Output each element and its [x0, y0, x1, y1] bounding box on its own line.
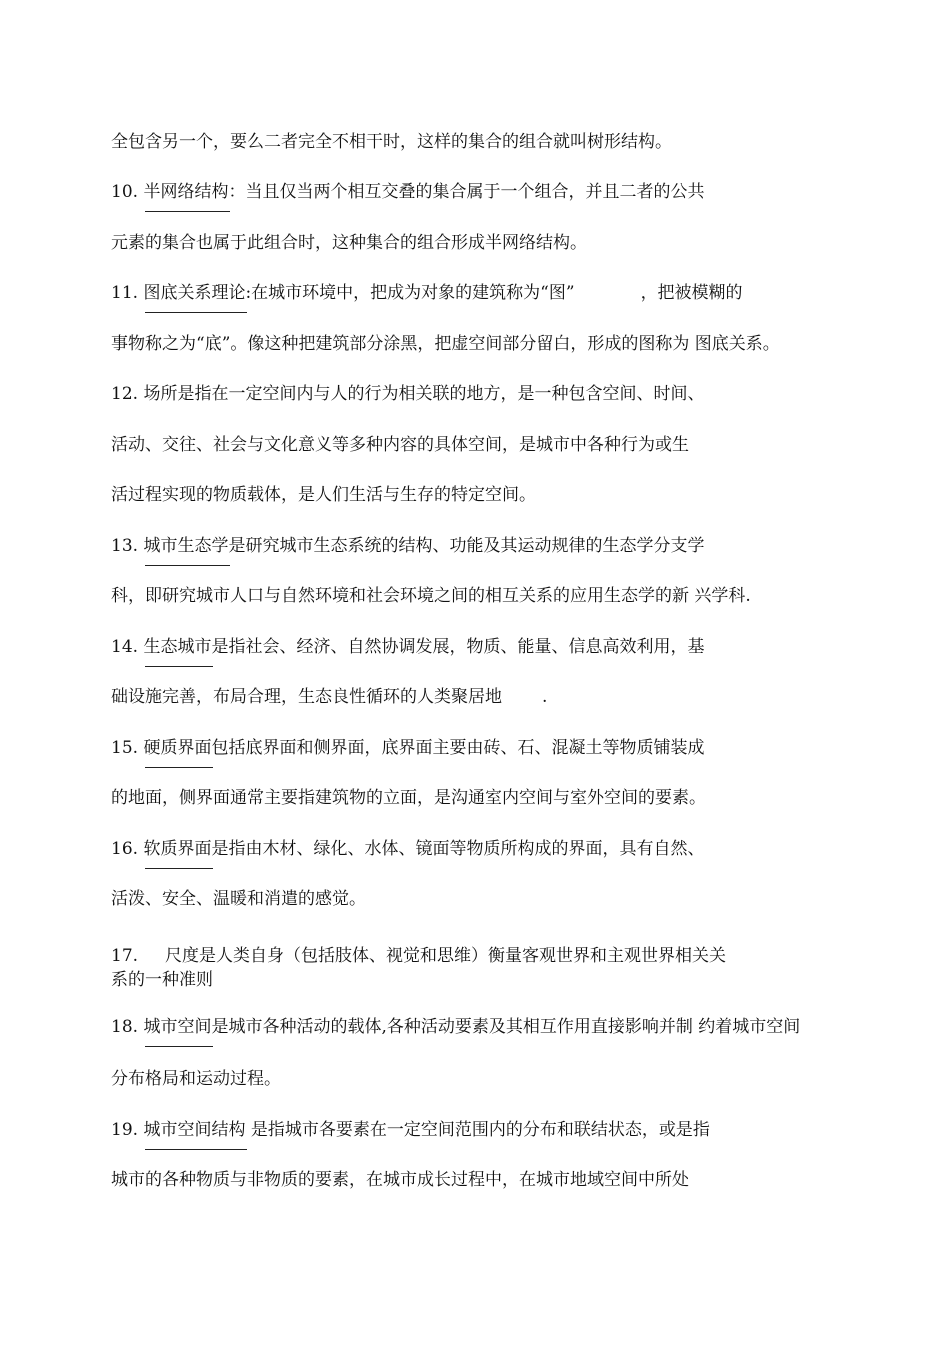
definition-text: :在城市环境中，把成为对象的建筑称为“图”	[245, 283, 575, 303]
item-number: 15.	[111, 738, 144, 758]
definition-10	[111, 181, 704, 203]
item-number: 14.	[111, 637, 144, 657]
term-soft-interface: 软质界面	[143, 839, 212, 859]
term-urban-spatial-structure: 城市空间结构	[143, 1120, 246, 1140]
definition-text: 是指城市各要素在一定空间范围内的分布和联结状态，或是指	[245, 1120, 710, 1140]
definition-text: ：当且仅当两个相互交叠的集合属于一个组合，并且二者的公共	[228, 182, 705, 202]
text-line: 系的一种准则	[111, 970, 213, 990]
definition-text: 包括底界面和侧界面，底界面主要由砖、石、混凝土等物质铺装成	[211, 738, 705, 758]
text-line: 的地面，侧界面通常主要指建筑物的立面，是沟通室内空间与室外空间的要素。	[111, 788, 706, 808]
definition-text: 是指由木材、绿化、水体、镜面等物质所构成的界面，具有自然、	[211, 839, 705, 859]
item-number: 19.	[111, 1120, 144, 1140]
definition-16	[111, 838, 704, 860]
definition-17: 17. 尺度是人类自身（包括肢体、视觉和思维）衡量客观世界和主观世界相关关	[111, 946, 727, 966]
item-number: 11.	[111, 283, 144, 303]
definition-text: 是研究城市生态系统的结构、功能及其运动规律的生态学分支学	[228, 536, 705, 556]
definition-19	[111, 1119, 710, 1141]
definition-12: 12. 场所是指在一定空间内与人的行为相关联的地方，是一种包含空间、时间、	[111, 384, 705, 404]
text-line: 活泼、安全、温暖和消遣的感觉。	[111, 889, 366, 909]
text-line: 元素的集合也属于此组合时，这种集合的组合形成半网络结构。	[111, 233, 587, 253]
text-line: 全包含另一个，要么二者完全不相干时，这样的集合的组合就叫树形结构。	[111, 132, 672, 152]
item-number: 16.	[111, 839, 144, 859]
definition-text: 是城市各种活动的载体,各种活动要素及其相互作用直接影响并制 约着城市空间	[211, 1017, 801, 1037]
text-line: 活动、交往、社会与文化意义等多种内容的具体空间，是城市中各种行为或生	[111, 435, 689, 455]
term-hard-interface: 硬质界面	[143, 738, 212, 758]
definition-14	[111, 636, 704, 658]
text-line: 科，即研究城市人口与自然环境和社会环境之间的相互关系的应用生态学的新 兴学科.	[111, 586, 751, 606]
term-figure-ground: 图底关系理论	[143, 283, 246, 303]
definition-18	[111, 1016, 800, 1038]
definition-13	[111, 535, 704, 557]
term-eco-city: 生态城市	[143, 637, 212, 657]
item-number: 10.	[111, 182, 144, 202]
term-urban-space: 城市空间	[143, 1017, 212, 1037]
definition-text: 是指社会、经济、自然协调发展，物质、能量、信息高效利用，基	[211, 637, 705, 657]
item-number: 18.	[111, 1017, 144, 1037]
text-line: 分布格局和运动过程。	[111, 1069, 281, 1089]
text-line: 城市的各种物质与非物质的要素，在城市成长过程中，在城市地域空间中所处	[111, 1170, 689, 1190]
text-line: 活过程实现的物质载体，是人们生活与生存的特定空间。	[111, 485, 536, 505]
text-line: 础设施完善，布局合理，生态良性循环的人类聚居地 .	[111, 687, 548, 707]
term-urban-ecology: 城市生态学	[143, 536, 229, 556]
definition-text: ，把被模糊的	[640, 283, 743, 303]
text-line: 事物称之为“底”。像这种把建筑部分涂黑，把虚空间部分留白，形成的图称为 图底关系。	[111, 334, 780, 354]
term-semi-lattice: 半网络结构	[143, 182, 229, 202]
item-number: 13.	[111, 536, 144, 556]
definition-11	[111, 282, 743, 304]
definition-15	[111, 737, 704, 759]
